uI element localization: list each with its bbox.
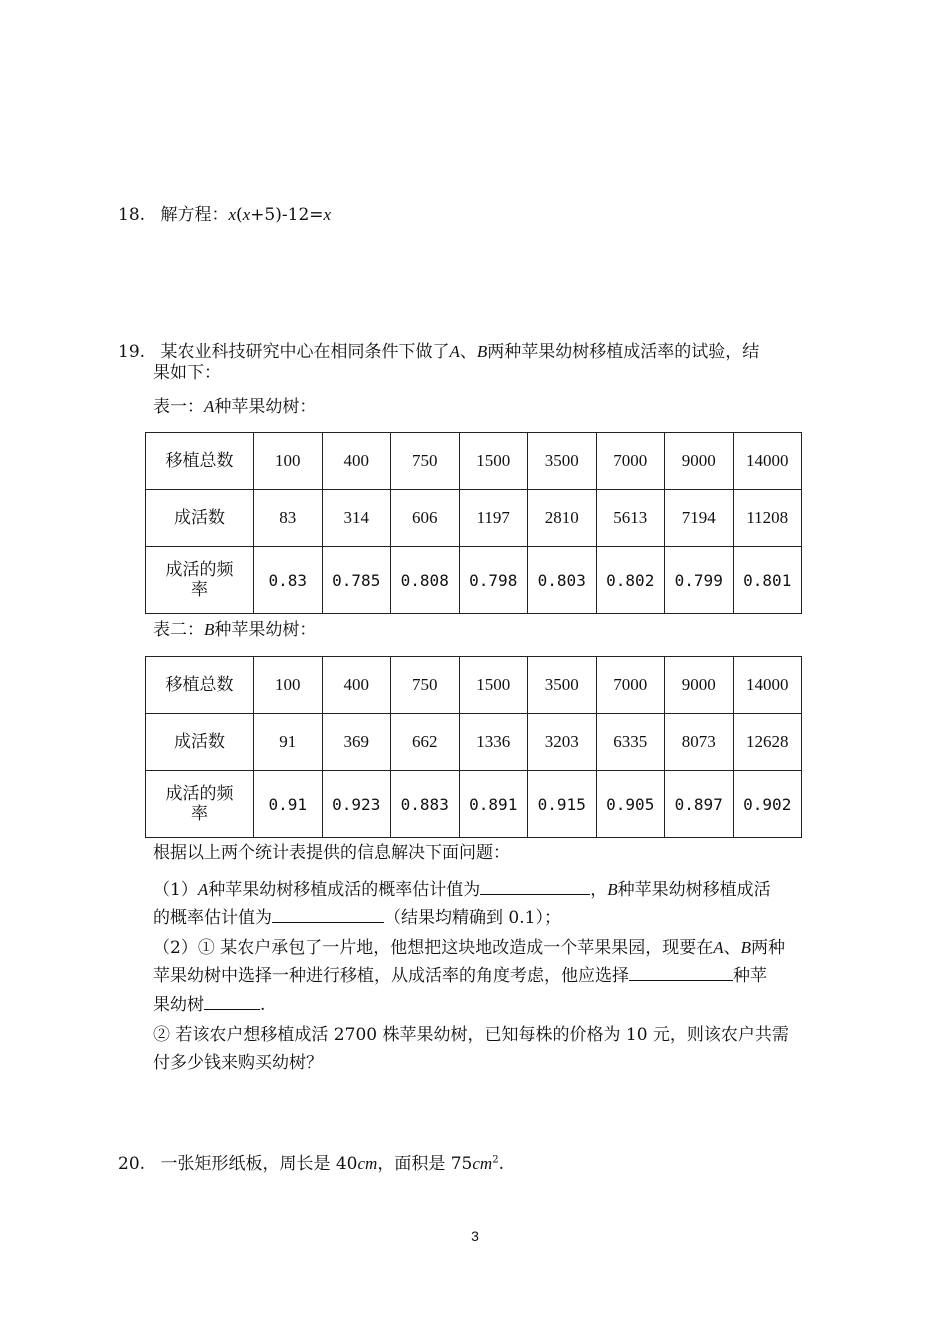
- part-2-line-2: [153, 961, 767, 986]
- page-number: 3: [471, 1228, 479, 1244]
- table-cell: 1500: [459, 657, 528, 714]
- table-row: [146, 433, 802, 490]
- part-text: ，: [590, 880, 608, 900]
- table-cell: 0.803: [528, 547, 597, 614]
- equation-var: x: [323, 205, 332, 224]
- question-18: [118, 200, 331, 225]
- table-cell: 9000: [665, 433, 734, 490]
- part-text: 种苹: [733, 966, 767, 986]
- row-label: 成活数: [146, 714, 254, 771]
- variable-b: B: [476, 342, 488, 361]
- table-cell: 3500: [528, 433, 597, 490]
- equation-part: (: [236, 205, 243, 225]
- table-cell: 3500: [528, 657, 597, 714]
- table-cell: 14000: [733, 657, 802, 714]
- table-cell: 9000: [665, 657, 734, 714]
- table-cell: 6335: [596, 714, 665, 771]
- table-cell: 7000: [596, 657, 665, 714]
- unit: cm: [357, 1154, 378, 1173]
- table-cell: 0.798: [459, 547, 528, 614]
- table-a-caption: [153, 392, 316, 417]
- equation-var: x: [242, 205, 251, 224]
- part-2b-line-2: 付多少钱来购买幼树？: [153, 1053, 323, 1073]
- table-cell: 0.91: [254, 771, 323, 838]
- table-row: [146, 771, 802, 838]
- part-text: 两种: [751, 938, 785, 958]
- part-text: （2）① 某农户承包了一片地，他想把这块地改造成一个苹果果园，现要在: [153, 938, 714, 958]
- table-cell: 750: [391, 433, 460, 490]
- table-a: [145, 432, 802, 614]
- table-cell: 0.905: [596, 771, 665, 838]
- row-label: 移植总数: [146, 657, 254, 714]
- question-text: 一张矩形纸板，周长是 40: [160, 1154, 358, 1174]
- table-b-caption: [153, 615, 316, 640]
- table-cell: 606: [391, 490, 460, 547]
- superscript: 2: [492, 1154, 499, 1166]
- variable-b: B: [740, 938, 751, 957]
- part-text: 种苹果幼树移植成活: [617, 880, 771, 900]
- table-cell: 0.902: [733, 771, 802, 838]
- part-1-line-2: [153, 903, 561, 928]
- part-2-line-1: [153, 933, 785, 958]
- caption-text: 表一：: [153, 397, 204, 417]
- table-cell: 2810: [528, 490, 597, 547]
- row-label-line: 率: [191, 804, 208, 824]
- table-cell: 750: [391, 657, 460, 714]
- table-cell: 0.802: [596, 547, 665, 614]
- question-text: 解方程：: [160, 205, 229, 225]
- part-text: 果幼树: [153, 995, 204, 1015]
- table-cell: 662: [391, 714, 460, 771]
- answer-blank[interactable]: [204, 991, 260, 1010]
- caption-text: 种苹果幼树：: [214, 397, 317, 417]
- separator: 、: [459, 342, 477, 362]
- variable-b: B: [607, 880, 618, 899]
- table-cell: 0.923: [322, 771, 391, 838]
- table-cell: 314: [322, 490, 391, 547]
- row-label: [146, 547, 254, 614]
- table-cell: 7000: [596, 433, 665, 490]
- equation-part: +5)-12=: [250, 205, 324, 225]
- separator: 、: [723, 938, 741, 958]
- table-row: [146, 547, 802, 614]
- table-cell: 8073: [665, 714, 734, 771]
- table-cell: 100: [254, 657, 323, 714]
- table-cell: 369: [322, 714, 391, 771]
- question-text: ，面积是 75: [377, 1154, 473, 1174]
- part-text: 苹果幼树中选择一种进行移植，从成活率的角度考虑，他应选择: [153, 966, 629, 986]
- row-label-line: 成活的频: [165, 784, 234, 804]
- table-cell: 1336: [459, 714, 528, 771]
- table-row: [146, 657, 802, 714]
- variable-a: A: [197, 880, 209, 899]
- table-row: [146, 714, 802, 771]
- table-cell: 0.883: [391, 771, 460, 838]
- question-number: 19.: [118, 342, 146, 362]
- table-cell: 400: [322, 433, 391, 490]
- question-20: [118, 1149, 504, 1174]
- question-text: .: [498, 1154, 504, 1174]
- table-cell: 14000: [733, 433, 802, 490]
- table-cell: 0.915: [528, 771, 597, 838]
- table-cell: 400: [322, 657, 391, 714]
- question-19-line-2: 果如下：: [153, 363, 221, 383]
- row-label: [146, 771, 254, 838]
- table-cell: 11208: [733, 490, 802, 547]
- table-cell: 7194: [665, 490, 734, 547]
- table-cell: 91: [254, 714, 323, 771]
- question-intro: 根据以上两个统计表提供的信息解决下面问题：: [153, 843, 510, 863]
- answer-blank[interactable]: [629, 962, 733, 981]
- table-cell: 0.83: [254, 547, 323, 614]
- caption-var: A: [204, 397, 215, 416]
- table-row: [146, 490, 802, 547]
- table-cell: 0.799: [665, 547, 734, 614]
- part-label: （1）: [153, 880, 198, 900]
- caption-var: B: [204, 620, 215, 639]
- table-cell: 1197: [459, 490, 528, 547]
- table-cell: 83: [254, 490, 323, 547]
- table-cell: 0.897: [665, 771, 734, 838]
- question-number: 20.: [118, 1154, 146, 1174]
- table-cell: 0.801: [733, 547, 802, 614]
- part-text: （结果均精确到 0.1）；: [384, 908, 561, 928]
- part-2-line-3: [153, 990, 265, 1015]
- question-number: 18.: [118, 205, 146, 225]
- table-b: [145, 656, 802, 838]
- caption-text: 表二：: [153, 620, 204, 640]
- row-label: 成活数: [146, 490, 254, 547]
- part-2b-line-1: ② 若该农户想移植成活 2700 株苹果幼树，已知每株的价格为 10 元，则该农户共需: [153, 1025, 789, 1045]
- part-1-line-1: [153, 875, 771, 900]
- row-label-line: 成活的频: [165, 560, 234, 580]
- table-cell: 0.785: [322, 547, 391, 614]
- question-text: 两种苹果幼树移植成活率的试验，结: [487, 342, 760, 362]
- table-cell: 100: [254, 433, 323, 490]
- table-cell: 1500: [459, 433, 528, 490]
- question-text: 某农业科技研究中心在相同条件下做了: [160, 342, 450, 362]
- table-cell: 5613: [596, 490, 665, 547]
- row-label: 移植总数: [146, 433, 254, 490]
- table-cell: 0.808: [391, 547, 460, 614]
- answer-blank[interactable]: [480, 876, 590, 895]
- variable-a: A: [713, 938, 724, 957]
- part-text: 种苹果幼树移植成活的概率估计值为: [208, 880, 481, 900]
- caption-text: 种苹果幼树：: [214, 620, 317, 640]
- part-text: .: [260, 995, 266, 1015]
- table-cell: 3203: [528, 714, 597, 771]
- unit: cm: [472, 1154, 493, 1173]
- row-label-line: 率: [191, 580, 208, 600]
- variable-a: A: [449, 342, 460, 361]
- equation-var: x: [228, 205, 236, 224]
- part-text: 的概率估计值为: [153, 908, 272, 928]
- answer-blank[interactable]: [272, 904, 384, 923]
- table-cell: 12628: [733, 714, 802, 771]
- table-cell: 0.891: [459, 771, 528, 838]
